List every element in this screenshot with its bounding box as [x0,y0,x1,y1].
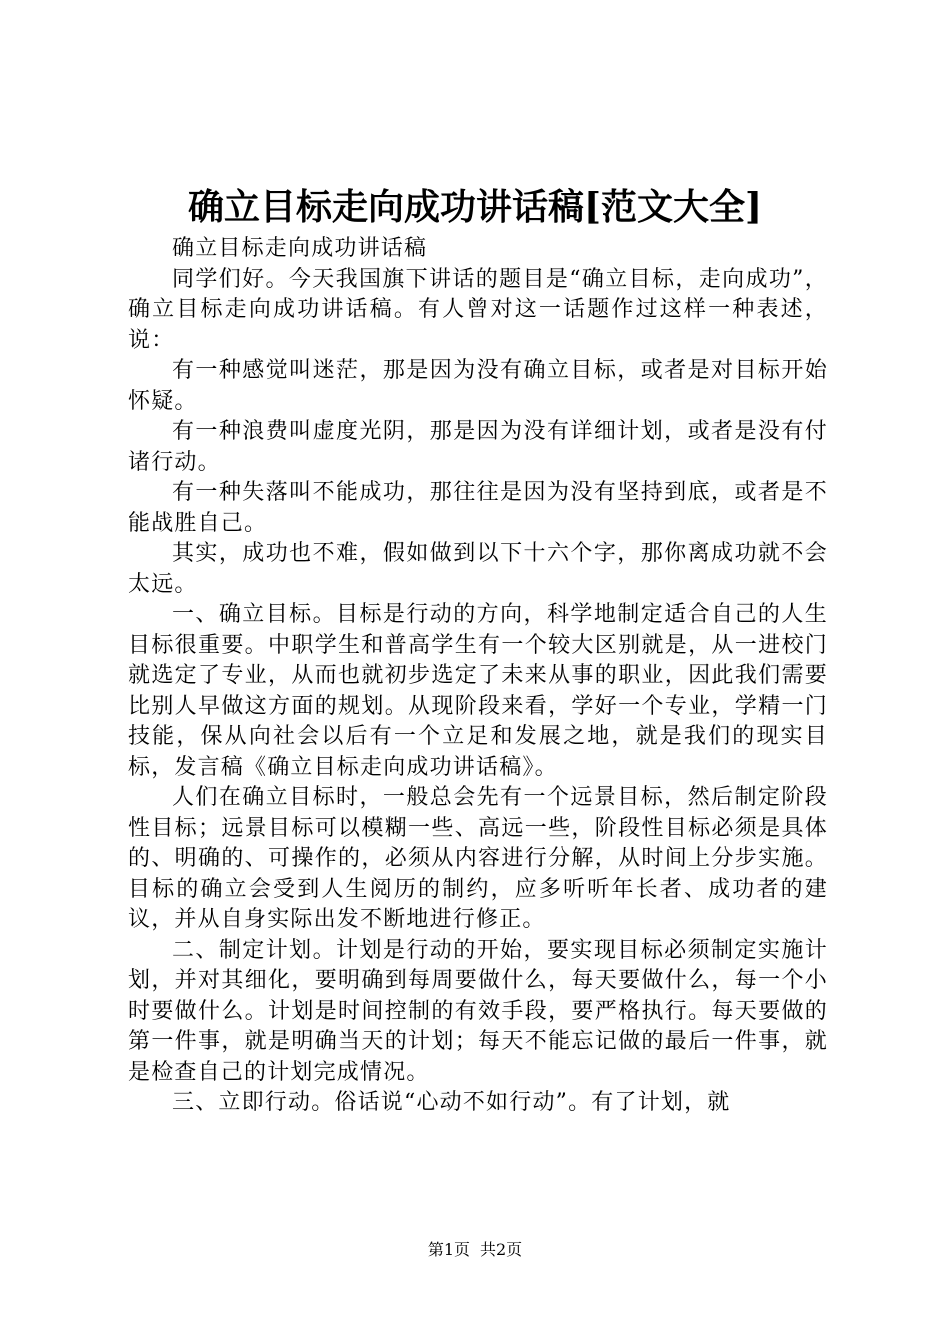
document-body [128,234,828,1119]
paragraph: 一、确立目标。目标是行动的方向，科学地制定适合自己的人生目标很重要。中职学生和普高学生有一个较大区别就是，从一进校门就选定了专业，从而也就初步选定了未来从事的职业，因此我们需要比别人早做这方面的规划。从现阶段来看，学好一个专业，学精一门技能，保从向社会以后有一个立足和发展之地，就是我们的现实目标，发言稿《确立目标走向成功讲话稿》。 [128,602,828,780]
paragraph: 有一种感觉叫迷茫，那是因为没有确立目标，或者是对目标开始怀疑。 [128,358,828,414]
paragraph: 三、立即行动。俗话说“心动不如行动”。有了计划，就 [172,1090,731,1115]
paragraph: 其实，成功也不难，假如做到以下十六个字，那你离成功就不会太远。 [128,541,828,597]
paragraph: 确立目标走向成功讲话稿 [172,236,428,261]
document-title: 确立目标走向成功讲话稿[范文大全] [187,186,763,228]
paragraph: 二、制定计划。计划是行动的开始，要实现目标必须制定实施计划，并对其细化，要明确到每周要做什么，每天要做什么，每一个小时要做什么。计划是时间控制的有效手段，要严格执行。每天要做的第一件事，就是明确当天的计划；每天不能忘记做的最后一件事，就是检查自己的计划完成情况。 [128,937,828,1085]
paragraph: 有一种失落叫不能成功，那往往是因为没有坚持到底，或者是不能战胜自己。 [128,480,828,536]
page-number: 第1页 [427,1240,470,1259]
paragraph: 人们在确立目标时，一般总会先有一个远景目标，然后制定阶段性目标；远景目标可以模糊一些、高远一些，阶段性目标必须是具体的、明确的、可操作的，必须从内容进行分解，从时间上分步实施。目标的确立会受到人生阅历的制约，应多听听年长者、成功者的建议，并从自身实际出发不断地进行修正。 [128,785,828,932]
page-footer [0,1240,950,1260]
page-total: 共2页 [480,1240,523,1259]
paragraph: 有一种浪费叫虚度光阴，那是因为没有详细计划，或者是没有付诸行动。 [128,419,828,475]
paragraph: 同学们好。今天我国旗下讲话的题目是“确立目标，走向成功”，确立目标走向成功讲话稿。有人曾对这一话题作过这样一种表述，说： [128,266,828,353]
